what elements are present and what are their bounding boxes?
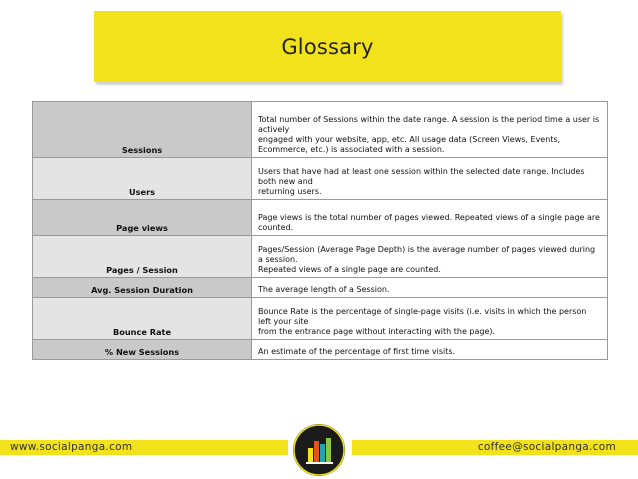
term-cell: Pages / Session [33, 236, 252, 278]
table-row [33, 236, 608, 278]
page-title: Glossary [281, 34, 374, 59]
definition-cell [252, 158, 608, 200]
term-cell: Avg. Session Duration [33, 278, 252, 298]
bar-chart-logo-icon [293, 424, 345, 476]
definition-cell [252, 102, 608, 158]
website-link[interactable]: www.socialpanga.com [10, 441, 133, 453]
definition-line: returning users. [258, 187, 322, 196]
definition-line: An estimate of the percentage of first time visits. [258, 347, 456, 356]
table-row [33, 340, 608, 360]
title-banner [94, 11, 561, 82]
definition-line: Users that have had at least one session within the selected date range. Includes both new and [258, 167, 585, 186]
definition-cell [252, 200, 608, 236]
table-row [33, 158, 608, 200]
table-row [33, 298, 608, 340]
definition-cell [252, 340, 608, 360]
term-cell: Bounce Rate [33, 298, 252, 340]
definition-line: Pages/Session (Average Page Depth) is the average number of pages viewed during a session. [258, 245, 596, 264]
definition-line: Bounce Rate is the percentage of single-page visits (i.e. visits in which the person left your site [258, 307, 587, 326]
definition-line: Total number of Sessions within the date range. A session is the period time a user is actively [258, 115, 600, 134]
definition-line: Repeated views of a single page are counted. [258, 265, 441, 274]
table-row [33, 278, 608, 298]
table-row [33, 102, 608, 158]
term-cell: % New Sessions [33, 340, 252, 360]
table-row [33, 200, 608, 236]
definition-cell [252, 278, 608, 298]
email-link[interactable]: coffee@socialpanga.com [477, 441, 616, 453]
definition-line: engaged with your website, app, etc. All usage data (Screen Views, Events, Ecommerce, etc.) is associated with a session. [258, 135, 561, 154]
definition-line: Page views is the total number of pages viewed. Repeated views of a single page are counted. [258, 213, 600, 232]
definition-cell [252, 298, 608, 340]
glossary-table [32, 101, 608, 360]
term-cell: Page views [33, 200, 252, 236]
definition-line: The average length of a Session. [258, 285, 390, 294]
brand-logo [293, 424, 345, 476]
term-cell: Users [33, 158, 252, 200]
definition-line: from the entrance page without interacting with the page). [258, 327, 496, 336]
definition-cell [252, 236, 608, 278]
term-cell: Sessions [33, 102, 252, 158]
